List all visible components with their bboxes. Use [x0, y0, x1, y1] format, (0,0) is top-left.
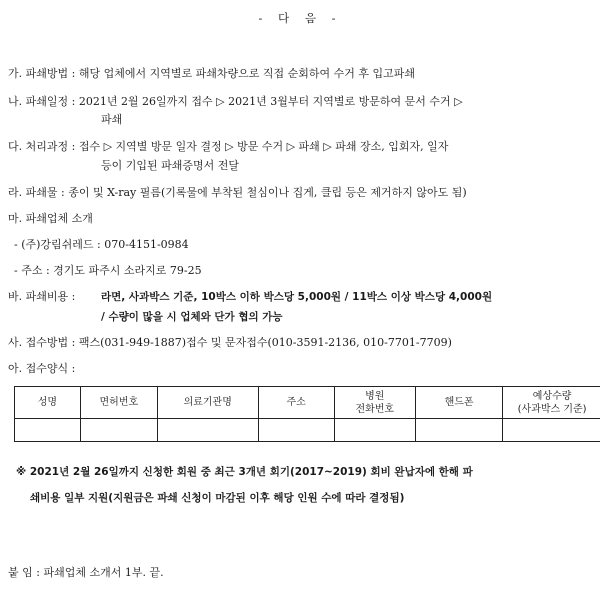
header-mobile: 핸드폰 [415, 387, 502, 419]
table-cell[interactable] [157, 419, 258, 442]
item-cost-label: 바. 파쇄비용 : [8, 290, 76, 303]
header-address: 주소 [258, 387, 334, 419]
table-cell[interactable] [503, 419, 600, 442]
application-form-table [14, 386, 600, 442]
item-cost-detail-cont: / 수량이 많을 시 업체와 단가 협의 가능 [101, 311, 283, 323]
section-heading: - 다 음 - [258, 11, 342, 25]
item-shred-method: 가. 파쇄방법 : 해당 업체에서 지역별로 파쇄차량으로 직접 순회하여 수거 후 입고파쇄 [8, 67, 415, 80]
table-row [15, 419, 600, 442]
company-phone: - (주)강림쉬레드 : 070-4151-0984 [14, 238, 189, 251]
table-cell[interactable] [15, 419, 81, 442]
header-license-number: 면허번호 [80, 387, 157, 419]
table-cell[interactable] [415, 419, 502, 442]
item-application-form: 아. 접수양식 : [8, 362, 76, 375]
company-address: - 주소 : 경기도 파주시 소라지로 79-25 [14, 264, 202, 277]
item-cost-detail: 라면, 사과박스 기준, 10박스 이하 박스당 5,000원 / 11박스 이상 박스당 4,000원 [101, 291, 493, 303]
support-note-cont: 쇄비용 일부 지원(지원금은 파쇄 신청이 마감된 이후 해당 인원 수에 따라 결정됨) [30, 492, 405, 504]
item-company-intro: 마. 파쇄업체 소개 [8, 212, 93, 225]
header-name: 성명 [15, 387, 81, 419]
attachment-line: 붙 임 : 파쇄업체 소개서 1부. 끝. [8, 566, 164, 579]
table-cell[interactable] [258, 419, 334, 442]
item-process: 다. 처리과정 : 접수 ▷ 지역별 방문 일자 결정 ▷ 방문 수거 ▷ 파쇄 ▷ 파쇄 장소, 입회자, 일자 [8, 140, 449, 153]
table-cell[interactable] [80, 419, 157, 442]
header-institution-name: 의료기관명 [157, 387, 258, 419]
support-note: ※ 2021년 2월 26일까지 신청한 회원 중 최근 3개년 회기(2017~2019) 회비 완납자에 한해 파 [16, 466, 473, 478]
item-shred-schedule: 나. 파쇄일정 : 2021년 2월 26일까지 접수 ▷ 2021년 3월부터 지역별로 방문하여 문서 수거 ▷ [8, 95, 463, 108]
header-hospital-phone: 병원 전화번호 [334, 387, 415, 419]
item-shred-material: 라. 파쇄물 : 종이 및 X-ray 필름(기록물에 부착된 철심이나 집게, 클립 등은 제거하지 않아도 됨) [8, 186, 467, 199]
item-shred-schedule-cont: 파쇄 [101, 113, 123, 126]
item-process-cont: 등이 기입된 파쇄증명서 전달 [101, 159, 240, 172]
table-header-row [15, 387, 600, 419]
item-application-method: 사. 접수방법 : 팩스(031-949-1887)접수 및 문자접수(010-3591-2136, 010-7701-7709) [8, 336, 452, 349]
table-cell[interactable] [334, 419, 415, 442]
header-expected-quantity: 예상수량 (사과박스 기준) [503, 387, 600, 419]
